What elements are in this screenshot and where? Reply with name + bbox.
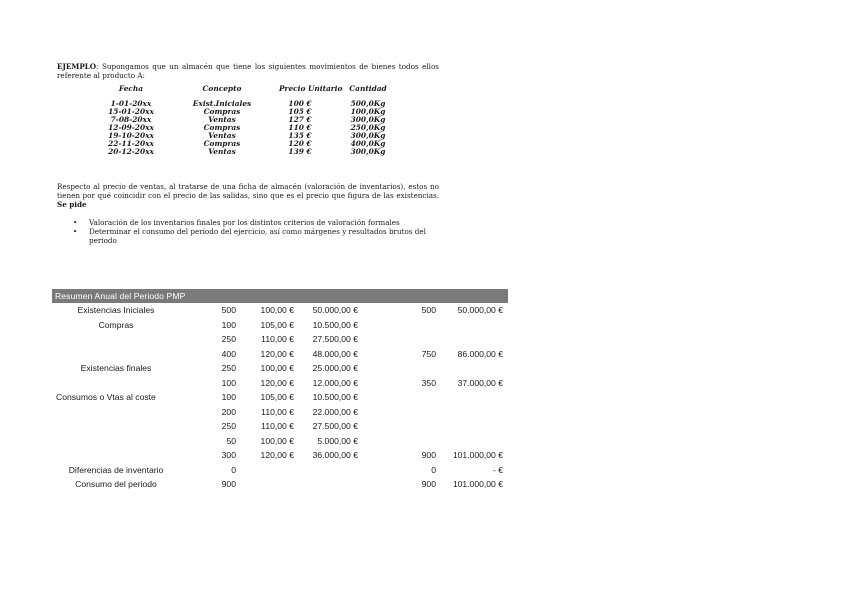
table-row (57, 148, 439, 156)
note-bold: Se pide (57, 199, 87, 209)
cell-total: 27.500,00 € (312, 334, 358, 344)
movements-table-header (57, 85, 439, 100)
row-label: Existencias finales (80, 363, 152, 373)
row-label: Consumo del periodo (75, 479, 157, 489)
cell-precio: 135 € (288, 131, 312, 140)
cell-unit-price: 105,00 € (260, 319, 294, 330)
note-text: Respecto al precio de ventas, al tratarse de una ficha de almacén (valoración de inventarios), estos no tienen por qué coincidir con el precio de las salidas, sino que es el precio que figura de las existencias. (57, 182, 439, 200)
cell-cantidad: 300,0Kg (350, 147, 386, 156)
cell-total: 25.000,00 € (312, 363, 358, 373)
row-label: Existencias Iniciales (77, 305, 155, 315)
cell-concepto: Compras (203, 123, 241, 132)
cell-unit-price: 110,00 € (261, 421, 294, 431)
cell-quantity: 300 (221, 450, 236, 460)
cell-total: 36.000,00 € (312, 450, 358, 460)
cell-quantity: 100 (221, 377, 236, 388)
cell-unit-price: 120,00 € (260, 377, 294, 388)
cell-concepto: Compras (203, 107, 241, 116)
list-item (70, 218, 440, 227)
cell-total: 10.500,00 € (312, 392, 358, 402)
task-list (70, 218, 440, 246)
cell-cantidad: 300,0Kg (350, 115, 386, 124)
cell-subtotal-amount: 86.000,00 € (457, 348, 503, 359)
cell-unit-price: 100,00 € (260, 363, 294, 373)
cell-subtotal-qty: 0 (431, 464, 436, 475)
cell-subtotal-amount: 101.000,00 € (452, 479, 503, 489)
cell-subtotal-qty: 900 (421, 450, 436, 460)
cell-fecha: 19-10-20xx (108, 131, 154, 140)
cell-unit-price: 100,00 € (260, 305, 294, 315)
cell-quantity: 250 (221, 363, 236, 373)
cell-subtotal-qty: 750 (421, 348, 436, 359)
note-paragraph (57, 183, 439, 209)
cell-quantity: 250 (221, 421, 236, 431)
header-fecha: Fecha (118, 84, 144, 93)
bullet-icon: • (73, 227, 78, 237)
cell-concepto: Ventas (208, 115, 236, 124)
cell-subtotal-amount: 37.000,00 € (457, 377, 503, 388)
cell-subtotal-amount: 101.000,00 € (452, 450, 503, 460)
cell-total: 22.000,00 € (312, 406, 358, 417)
summary-table (52, 289, 508, 492)
cell-fecha: 22-11-20xx (108, 139, 154, 148)
cell-quantity: 100 (221, 392, 236, 402)
cell-concepto: Ventas (208, 131, 236, 140)
cell-fecha: 7-08-20xx (110, 115, 152, 124)
cell-precio: 120 € (288, 139, 312, 148)
cell-precio: 110 € (288, 123, 312, 132)
cell-quantity: 50 (226, 435, 236, 446)
table-row (52, 303, 508, 318)
cell-unit-price: 100,00 € (260, 435, 294, 446)
cell-precio: 105 € (288, 107, 312, 116)
cell-unit-price: 120,00 € (260, 450, 294, 460)
cell-unit-price: 110,00 € (261, 334, 294, 344)
cell-total: 50.000,00 € (312, 305, 358, 315)
intro-label: EJEMPLO (57, 62, 97, 71)
cell-concepto: Exist.Iniciales (192, 99, 252, 108)
summary-title: Resumen Anual del Periodo PMP (52, 289, 508, 303)
cell-cantidad: 250,0Kg (350, 123, 386, 132)
header-concepto: Concepto (202, 84, 242, 93)
cell-fecha: 20-12-20xx (108, 147, 154, 156)
cell-total: 12.000,00 € (312, 377, 358, 388)
cell-cantidad: 300,0Kg (350, 131, 386, 140)
cell-unit-price: 110,00 € (261, 406, 294, 417)
cell-quantity: 250 (221, 334, 236, 344)
list-item-text: Determinar el consumo del período del ejercicio, así como márgenes y resultados brutos del periodo (89, 227, 426, 246)
table-row (52, 318, 508, 333)
cell-quantity: 100 (221, 319, 236, 330)
cell-precio: 100 € (288, 99, 312, 108)
cell-precio: 127 € (288, 115, 312, 124)
table-row (52, 477, 508, 492)
cell-cantidad: 400,0Kg (350, 139, 386, 148)
cell-quantity: 400 (221, 348, 236, 359)
cell-fecha: 15-01-20xx (108, 107, 154, 116)
cell-subtotal-qty: 500 (421, 305, 436, 315)
table-row (52, 361, 508, 376)
intro-text: : Supongamos que un almacén que tiene los siguientes movimientos de bienes todos ellos referente al producto A: (57, 62, 439, 80)
cell-quantity: 500 (221, 305, 236, 315)
list-item-text: Valoración de los inventarios finales por los distintos criterios de valoración formales (89, 218, 400, 227)
cell-quantity: 900 (221, 479, 236, 489)
cell-precio: 139 € (288, 147, 312, 156)
movements-table (57, 85, 439, 156)
cell-unit-price: 105,00 € (260, 392, 294, 402)
table-row (52, 390, 508, 405)
cell-cantidad: 100,0Kg (350, 107, 386, 116)
table-row (52, 376, 508, 391)
row-label: Consumos o Vtas al coste (56, 392, 156, 402)
cell-fecha: 1-01-20xx (110, 99, 152, 108)
cell-subtotal-qty: 350 (421, 377, 436, 388)
cell-total: 27.500,00 € (312, 421, 358, 431)
cell-quantity: 200 (221, 406, 236, 417)
cell-unit-price: 120,00 € (260, 348, 294, 359)
list-item (70, 227, 440, 245)
table-row (52, 347, 508, 362)
cell-concepto: Compras (203, 139, 241, 148)
cell-subtotal-qty: 900 (421, 479, 436, 489)
table-row (52, 419, 508, 434)
row-label: Diferencias de inventario (68, 464, 164, 475)
header-cantidad: Cantidad (349, 84, 387, 93)
bullet-icon: • (73, 218, 78, 227)
cell-total: 10.500,00 € (312, 319, 358, 330)
table-row (52, 448, 508, 463)
cell-total: 48.000,00 € (312, 348, 358, 359)
table-row (52, 332, 508, 347)
cell-subtotal-amount: 50.000,00 € (457, 305, 503, 315)
table-row (52, 463, 508, 478)
summary-body (52, 303, 508, 492)
table-row (52, 434, 508, 449)
cell-subtotal-amount: - € (492, 464, 503, 475)
header-precio: Precio Unitario (279, 84, 343, 93)
cell-fecha: 12-09-20xx (108, 123, 154, 132)
cell-total: 5.000,00 € (317, 435, 358, 446)
table-row (52, 405, 508, 420)
intro-paragraph (57, 63, 439, 80)
exercise-intro (57, 63, 439, 80)
cell-cantidad: 500,0Kg (350, 99, 386, 108)
cell-concepto: Ventas (208, 147, 236, 156)
cell-quantity: 0 (231, 464, 236, 475)
row-label: Compras (98, 319, 134, 330)
